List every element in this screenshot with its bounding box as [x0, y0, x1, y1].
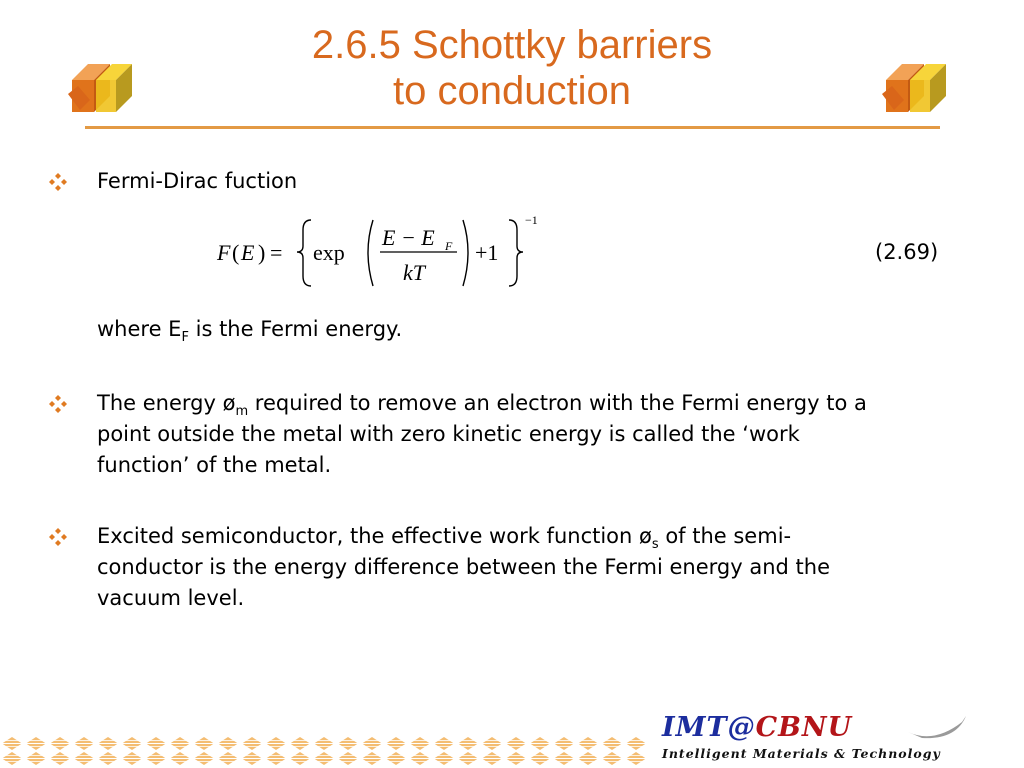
- text-segment: of the semi-: [658, 524, 792, 548]
- decorative-border-strip: [0, 736, 650, 766]
- where-note-sub: F: [181, 330, 189, 345]
- subscript: m: [235, 404, 249, 419]
- eq-exponent: −1: [525, 213, 538, 227]
- bullet-fermi-dirac: Fermi-Dirac fuction: [97, 169, 298, 193]
- svg-text:E: E: [241, 240, 255, 265]
- eq-denominator: kT: [403, 260, 425, 285]
- eq-numerator-sub: F: [445, 239, 453, 253]
- slide-title-line2: to conduction: [393, 69, 631, 113]
- bullet-line: function’ of the metal.: [97, 453, 332, 477]
- eq-exp: exp: [313, 240, 345, 265]
- slide-title-line1: 2.6.5 Schottky barriers: [311, 23, 713, 67]
- svg-text:=: =: [270, 240, 283, 265]
- cube-right-icon: [880, 60, 952, 118]
- subscript: s: [651, 537, 659, 552]
- equation-number: (2.69): [875, 240, 939, 264]
- bullet-work-function: [97, 388, 977, 481]
- imt-cbnu-logo: [654, 710, 994, 766]
- bullet-semiconductor: [97, 521, 977, 614]
- eq-plus-one: +1: [475, 240, 499, 265]
- where-note: [97, 314, 977, 345]
- text-segment: required to remove an electron with the Fermi energy to a: [248, 391, 867, 415]
- bullet-line: [97, 521, 977, 552]
- logo-swoosh-icon: [904, 710, 974, 744]
- logo-wordmark: [662, 712, 852, 743]
- where-note-pre: where E: [97, 317, 182, 341]
- four-diamond-bullet-icon: [47, 526, 69, 548]
- bullet-line: point outside the metal with zero kinetic energy is called the ‘work: [97, 422, 800, 446]
- fermi-dirac-equation: [215, 208, 555, 296]
- text-segment: The energy ø: [97, 391, 236, 415]
- bullet-line: vacuum level.: [97, 586, 245, 610]
- slide-title: [0, 22, 1024, 114]
- four-diamond-bullet-icon: [47, 393, 69, 415]
- svg-text:): ): [258, 240, 266, 265]
- four-diamond-bullet-icon: [47, 171, 69, 193]
- text-segment: Excited semiconductor, the effective work function ø: [97, 524, 652, 548]
- logo-tagline: Intelligent Materials & Technology: [662, 746, 941, 761]
- title-underline: [85, 126, 940, 129]
- logo-part-imt: IMT@: [662, 712, 756, 743]
- bullet-line: [97, 388, 977, 419]
- logo-part-cbnu: CBNU: [755, 712, 853, 743]
- where-note-post: is the Fermi energy.: [188, 317, 403, 341]
- svg-text:F: F: [217, 240, 231, 265]
- eq-numerator: E − E: [382, 225, 435, 250]
- cube-left-icon: [66, 60, 138, 118]
- bullet-line: conductor is the energy difference between the Fermi energy and the: [97, 555, 831, 579]
- svg-text:(: (: [232, 240, 240, 265]
